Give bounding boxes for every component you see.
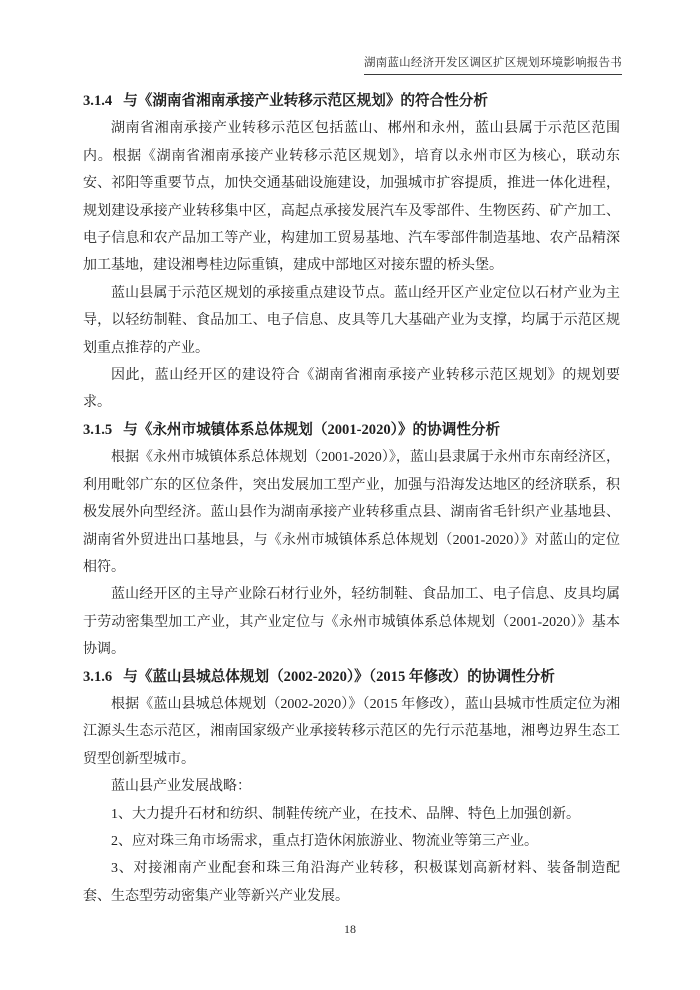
paragraph: 根据《蓝山县城总体规划（2002-2020）》（2015 年修改），蓝山县城市性质定位为湘江源头生态示范区，湘南国家级产业承接转移示范区的先行示范基地，湘粤边界生态工贸型创新型城市。 xyxy=(83,696,620,767)
paragraph: 蓝山县产业发展战略： xyxy=(111,779,251,795)
section xyxy=(83,664,620,911)
page-header xyxy=(364,54,622,75)
paragraph: 蓝山经开区的主导产业除石材行业外，轻纺制鞋、食品加工、电子信息、皮具均属于劳动密集型加工产业，其产业定位与《永州市城镇体系总体规划（2001-2020）》基本协调。 xyxy=(83,587,620,658)
section-title: 与《蓝山县城总体规划（2002-2020）》（2015 年修改）的协调性分析 xyxy=(123,668,555,685)
paragraph: 蓝山县属于示范区规划的承接重点建设节点。蓝山经开区产业定位以石材产业为主导，以轻纺制鞋、食品加工、电子信息、皮具等几大基础产业为支撑，均属于示范区规划重点推荐的产业。 xyxy=(83,285,620,356)
section-number: 3.1.5 xyxy=(83,421,113,438)
section xyxy=(83,417,620,664)
section-number: 3.1.4 xyxy=(83,93,113,109)
paragraph: 2、应对珠三角市场需求，重点打造休闲旅游业、物流业等第三产业。 xyxy=(111,833,538,849)
paragraph: 因此，蓝山经开区的建设符合《湖南省湘南承接产业转移示范区规划》的规划要求。 xyxy=(83,368,620,411)
paragraph: 3、对接湘南产业配套和珠三角沿海产业转移，积极谋划高新材料、装备制造配套、生态型劳动密集产业等新兴产业发展。 xyxy=(83,861,620,904)
section-heading xyxy=(83,417,620,444)
header-title: 湖南蓝山经济开发区调区扩区规划环境影响报告书 xyxy=(364,54,622,75)
document-content xyxy=(83,88,620,910)
section-paragraphs xyxy=(83,444,620,663)
section-number: 3.1.6 xyxy=(83,668,113,685)
paragraph: 根据《永州市城镇体系总体规划（2001-2020）》，蓝山县隶属于永州市东南经济区，利用毗邻广东的区位条件，突出发展加工型产业，加强与沿海发达地区的经济联系，积极发展外向型经济。蓝山县作为湖南承接产业转移重点县、湖南省毛针织产业基地县、湖南省外贸进出口基地县，与《永州市城镇体系总体规划（2001-2020）》对蓝山的定位相符。 xyxy=(83,450,620,575)
section xyxy=(83,88,620,417)
paragraph: 1、大力提升石材和纺织、制鞋传统产业，在技术、品牌、特色上加强创新。 xyxy=(111,806,580,822)
section-heading xyxy=(83,664,620,691)
sections xyxy=(83,88,620,910)
section-title: 与《湖南省湘南承接产业转移示范区规划》的符合性分析 xyxy=(123,93,488,109)
section-paragraphs xyxy=(83,691,620,910)
page-number: 18 xyxy=(344,922,356,936)
section-heading xyxy=(83,88,620,115)
section-paragraphs xyxy=(83,115,620,416)
paragraph: 湖南省湘南承接产业转移示范区包括蓝山、郴州和永州，蓝山县属于示范区范围内。根据《湖南省湘南承接产业转移示范区规划》，培育以永州市区为核心，联动东安、祁阳等重要节点，加快交通基础设施建设，加强城市扩容提质，推进一体化进程，规划建设承接产业转移集中区，高起点承接发展汽车及零部件、生物医药、矿产加工、电子信息和农产品加工等产业，构建加工贸易基地、汽车零部件制造基地、农产品精深加工基地，建设湘粤桂边际重镇，建成中部地区对接东盟的桥头堡。 xyxy=(83,121,620,274)
section-title: 与《永州市城镇体系总体规划（2001-2020）》的协调性分析 xyxy=(123,421,501,438)
